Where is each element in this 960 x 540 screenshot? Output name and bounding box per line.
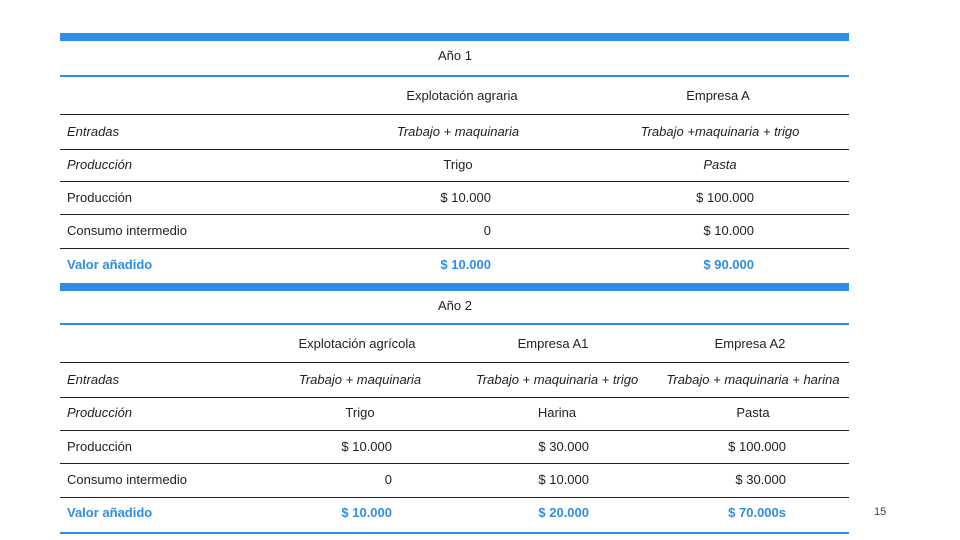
table1-row-entradas-col1: Trabajo + maquinaria [396,124,520,139]
table2-row-produccion-col2: Harina [537,405,577,420]
table1-row-entradas-col2: Trabajo +maquinaria + trigo [640,124,800,139]
table1-row-valor-col2: $ 90.000 [703,257,754,272]
table2-bottom-rule [60,532,849,534]
table1-header-rule [60,114,849,115]
table2-header-col2: Empresa A1 [517,336,589,351]
table1-row-produccion-col2: Pasta [703,157,737,172]
table1-header-col1: Explotación agraria [406,88,518,103]
table2-row-consumo-col1: 0 [384,472,392,487]
table1-rule-3 [60,214,849,215]
table2-header-col1: Explotación agrícola [298,336,416,351]
table2-row-valor-label: Valor añadido [67,505,153,520]
table2-row-entradas-label: Entradas [67,372,120,387]
table2-row-consumo-col3: $ 30.000 [735,472,786,487]
table2-row-produccion-value-col2: $ 30.000 [538,439,589,454]
table1-row-valor-label: Valor añadido [67,257,153,272]
table1-rule-1 [60,149,849,150]
table2-row-entradas-col2: Trabajo + maquinaria + trigo [475,372,639,387]
table1-row-consumo-col2: $ 10.000 [703,223,754,238]
table1-row-consumo-col1: 0 [483,223,491,238]
table2-row-produccion-col1: Trigo [345,405,375,420]
table2-header-col3: Empresa A2 [714,336,786,351]
table2-row-entradas-col1: Trabajo + maquinaria [298,372,422,387]
table2-title: Año 2 [438,298,472,313]
table1-row-consumo-label: Consumo intermedio [67,223,187,238]
table1-row-produccion-label: Producción [67,157,133,172]
table2-rule-2 [60,430,849,431]
table1-row-produccion-value-col2: $ 100.000 [696,190,754,205]
table1-row-entradas-label: Entradas [67,124,120,139]
table2-row-produccion-value-col3: $ 100.000 [728,439,786,454]
table1-row-produccion-col1: Trigo [443,157,473,172]
table2-rule-1 [60,397,849,398]
table2-row-produccion-col3: Pasta [736,405,770,420]
page-number: 15 [874,506,887,518]
table2-row-valor-col1: $ 10.000 [341,505,392,520]
table2-row-valor-col2: $ 20.000 [538,505,589,520]
table2-row-valor-col3: $ 70.000s [728,505,786,520]
table2-row-entradas-col3: Trabajo + maquinaria + harina [666,372,840,387]
table2-header-rule [60,362,849,363]
table1-row-valor-col1: $ 10.000 [440,257,491,272]
table2-rule-4 [60,497,849,498]
table2-rule-3 [60,463,849,464]
table2-row-consumo-label: Consumo intermedio [67,472,187,487]
table2-row-produccion-label: Producción [67,405,133,420]
table2-top-bar [60,283,849,291]
table1-title: Año 1 [438,48,472,63]
table2-title-rule [60,323,849,325]
table1-rule-4 [60,248,849,249]
table1-top-bar [60,33,849,41]
table1-row-produccion-value-col1: $ 10.000 [440,190,491,205]
table1-title-rule [60,75,849,77]
table1-rule-2 [60,181,849,182]
table1-row-produccion-value-label: Producción [67,190,133,205]
table2-row-produccion-value-label: Producción [67,439,133,454]
table2-row-produccion-value-col1: $ 10.000 [341,439,392,454]
table1-header-col2: Empresa A [686,88,750,103]
table2-row-consumo-col2: $ 10.000 [538,472,589,487]
